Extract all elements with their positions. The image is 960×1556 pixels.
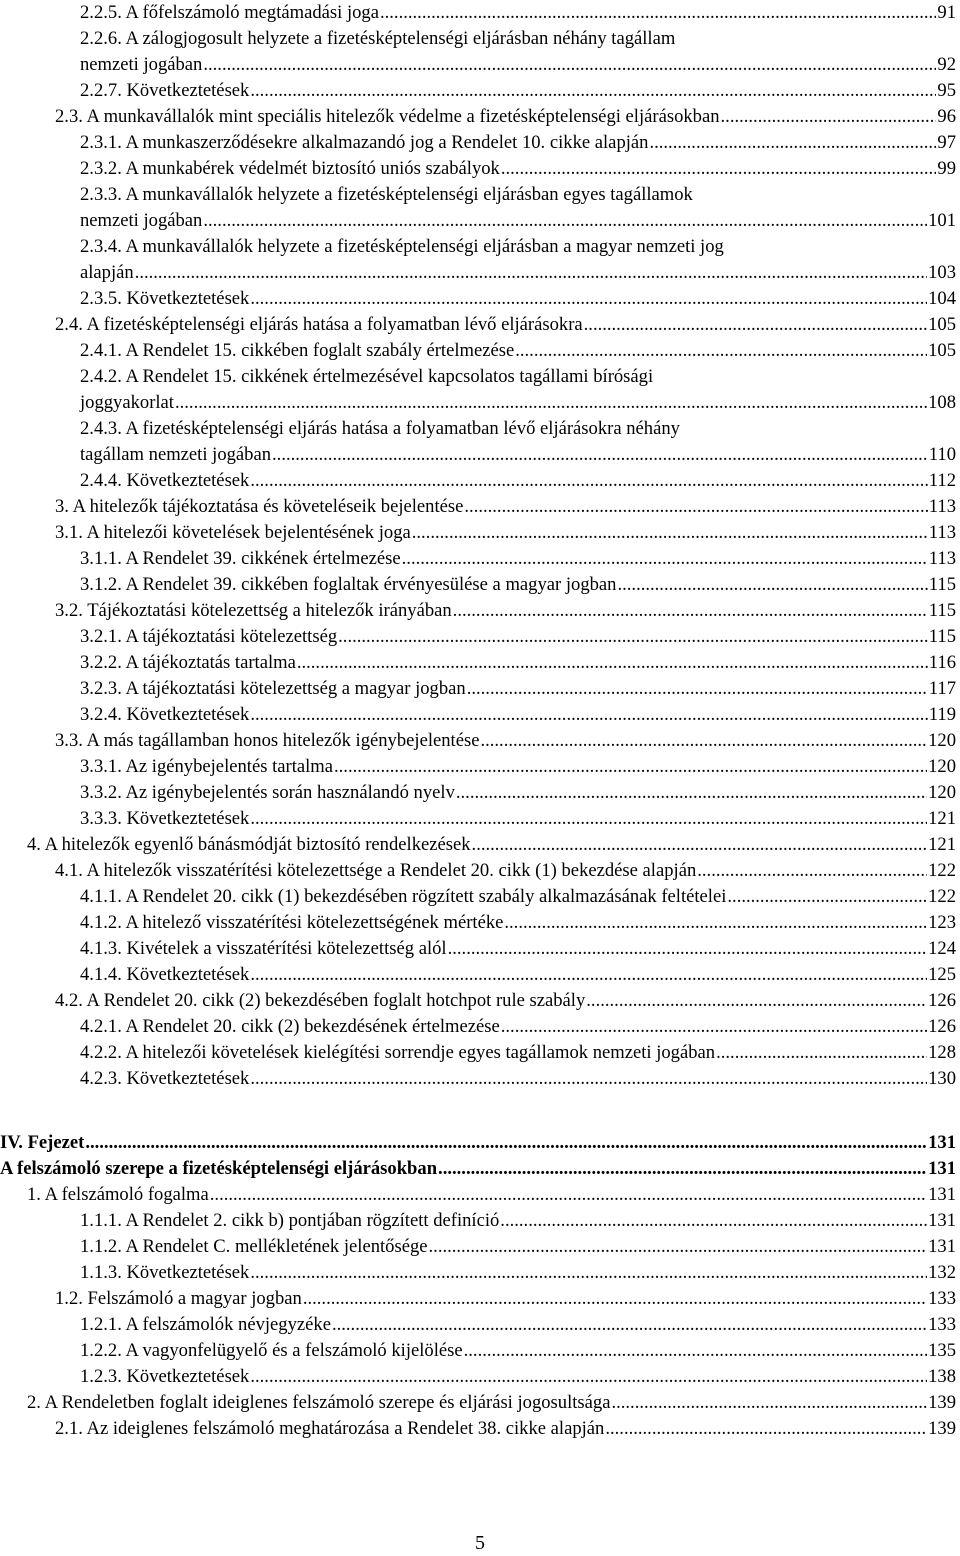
toc-leader-dots bbox=[203, 208, 927, 234]
toc-page-number: 131 bbox=[928, 1158, 956, 1179]
toc-entry-title: 2.1. Az ideiglenes felszámoló meghatározása a Rendelet 38. cikke alapján bbox=[55, 1418, 605, 1439]
toc-page-number: 133 bbox=[928, 1314, 956, 1335]
toc-entry bbox=[80, 962, 956, 988]
toc-entry-title: 1.1.3. Következtetések bbox=[80, 1262, 250, 1283]
toc-entry bbox=[80, 26, 956, 78]
toc-entry-title: 4.1. A hitelezők visszatérítési kötelezettsége a Rendelet 20. cikk (1) bekezdése alapján bbox=[55, 860, 697, 881]
toc-page-number: 126 bbox=[928, 990, 956, 1011]
toc-page-number: 91 bbox=[937, 2, 956, 23]
toc-entry-title: joggyakorlat bbox=[80, 392, 174, 413]
toc-page-number: 105 bbox=[928, 340, 956, 361]
toc-page-number: 132 bbox=[928, 1262, 956, 1283]
toc-entry-title: 3.3.2. Az igénybejelentés során használandó nyelv bbox=[80, 782, 455, 803]
toc-entry bbox=[80, 338, 956, 364]
toc-entry-title: alapján bbox=[80, 262, 134, 283]
toc-entry bbox=[80, 702, 956, 728]
toc-entry bbox=[80, 1260, 956, 1286]
toc-page-number: 120 bbox=[928, 782, 956, 803]
toc-entry bbox=[80, 1234, 956, 1260]
toc-entry-title: 3.2.3. A tájékoztatási kötelezettség a magyar jogban bbox=[80, 678, 466, 699]
toc-entry-title: 2.3. A munkavállalók mint speciális hitelezők védelme a fizetésképtelenségi eljárásokban bbox=[55, 106, 720, 127]
toc-entry-title: 4.1.1. A Rendelet 20. cikk (1) bekezdésében rögzített szabály alkalmazásának feltételei bbox=[80, 886, 727, 907]
toc-page-number: 138 bbox=[928, 1366, 956, 1387]
toc-page-number: 123 bbox=[928, 912, 956, 933]
toc-page-number: 112 bbox=[928, 470, 956, 491]
toc-page-number: 130 bbox=[928, 1068, 956, 1089]
toc-entry-title: 2.3.2. A munkabérek védelmét biztosító uniós szabályok bbox=[80, 158, 500, 179]
toc-entry bbox=[80, 572, 956, 598]
toc-page-number: 113 bbox=[928, 522, 956, 543]
toc-entry bbox=[55, 312, 956, 338]
toc-entry-title: A felszámoló szerepe a fizetésképtelenségi eljárásokban bbox=[0, 1158, 438, 1179]
toc-page-number: 125 bbox=[928, 964, 956, 985]
toc-page-number: 128 bbox=[928, 1042, 956, 1063]
toc-entry-title: 2.2.7. Következtetések bbox=[80, 80, 250, 101]
toc-leader-dots bbox=[332, 1312, 927, 1338]
toc-entry-title: IV. Fejezet bbox=[0, 1132, 85, 1153]
toc-leader-dots bbox=[272, 442, 928, 468]
toc-page-number: 95 bbox=[937, 80, 956, 101]
toc-leader-dots bbox=[175, 390, 927, 416]
toc-leader-dots bbox=[727, 884, 927, 910]
toc-entry-title: 1.1.2. A Rendelet C. mellékletének jelentősége bbox=[80, 1236, 428, 1257]
toc-leader-dots bbox=[380, 0, 936, 26]
toc-entry-title: 1.2.2. A vagyonfelügyelő és a felszámoló kijelölése bbox=[80, 1340, 463, 1361]
toc-entry bbox=[80, 182, 956, 234]
toc-entry bbox=[80, 78, 956, 104]
toc-page-number: 122 bbox=[928, 886, 956, 907]
toc-leader-dots bbox=[649, 130, 936, 156]
toc-entry bbox=[80, 416, 956, 468]
toc-entry bbox=[27, 1182, 956, 1208]
toc-leader-dots bbox=[605, 1416, 927, 1442]
toc-entry bbox=[80, 130, 956, 156]
toc-page-number: 133 bbox=[928, 1288, 956, 1309]
toc-leader-dots bbox=[250, 1260, 927, 1286]
toc-entry-title: 2.2.6. A zálogjogosult helyzete a fizetésképtelenségi eljárásban néhány tagállam bbox=[80, 28, 676, 49]
toc-entry bbox=[80, 936, 956, 962]
toc-leader-dots bbox=[250, 78, 936, 104]
toc-page-number: 117 bbox=[928, 678, 956, 699]
toc-entry bbox=[80, 1364, 956, 1390]
toc-entry bbox=[80, 1014, 956, 1040]
toc-entry bbox=[55, 1416, 956, 1442]
toc-page-number: 116 bbox=[928, 652, 956, 673]
toc-leader-dots bbox=[464, 494, 927, 520]
page-number: 5 bbox=[475, 1532, 485, 1554]
toc-leader-dots bbox=[338, 624, 928, 650]
toc-entry-title: 4.1.2. A hitelező visszatérítési kötelezettségének mértéke bbox=[80, 912, 504, 933]
toc-entry-title: 4.2.3. Következtetések bbox=[80, 1068, 250, 1089]
toc-page-number: 108 bbox=[928, 392, 956, 413]
toc-leader-dots bbox=[297, 650, 928, 676]
toc-leader-dots bbox=[334, 754, 927, 780]
toc-leader-dots bbox=[412, 520, 928, 546]
toc-page-number: 124 bbox=[928, 938, 956, 959]
toc-entry bbox=[55, 1286, 956, 1312]
toc-entry bbox=[80, 780, 956, 806]
toc-leader-dots bbox=[453, 598, 928, 624]
toc-entry-title: tagállam nemzeti jogában bbox=[80, 444, 272, 465]
toc-leader-dots bbox=[250, 468, 927, 494]
toc-entry-title: 3. A hitelezők tájékoztatása és követeléseik bejelentése bbox=[55, 496, 464, 517]
toc-entry bbox=[80, 650, 956, 676]
toc-entry bbox=[80, 1338, 956, 1364]
toc-entry bbox=[27, 832, 956, 858]
toc-page-number: 126 bbox=[928, 1016, 956, 1037]
toc-leader-dots bbox=[303, 1286, 927, 1312]
toc-entry bbox=[55, 520, 956, 546]
toc-page-number: 92 bbox=[937, 54, 956, 75]
toc-leader-dots bbox=[500, 1208, 927, 1234]
toc-entry bbox=[55, 858, 956, 884]
toc-leader-dots bbox=[456, 780, 927, 806]
toc-entry-title: 4.2.1. A Rendelet 20. cikk (2) bekezdésének értelmezése bbox=[80, 1016, 500, 1037]
toc-entry-title: 1.2.3. Következtetések bbox=[80, 1366, 250, 1387]
toc-entry bbox=[80, 286, 956, 312]
toc-entry-title: 4.2. A Rendelet 20. cikk (2) bekezdésében foglalt hotchpot rule szabály bbox=[55, 990, 586, 1011]
toc-leader-dots bbox=[586, 988, 927, 1014]
toc-entry-title: nemzeti jogában bbox=[80, 54, 203, 75]
toc-page-number: 97 bbox=[937, 132, 956, 153]
toc-leader-dots bbox=[464, 1338, 927, 1364]
toc-leader-dots bbox=[448, 936, 928, 962]
toc-page-number: 120 bbox=[928, 730, 956, 751]
toc-page-number: 113 bbox=[928, 548, 956, 569]
toc-page-number: 119 bbox=[928, 704, 956, 725]
toc-page-number: 121 bbox=[928, 808, 956, 829]
toc-entry-title: 2.3.3. A munkavállalók helyzete a fizetésképtelenségi eljárásban egyes tagállamok bbox=[80, 184, 693, 205]
toc-leader-dots bbox=[250, 1066, 927, 1092]
toc-entry-title: 2. A Rendeletben foglalt ideiglenes felszámoló szerepe és eljárási jogosultsága bbox=[27, 1392, 611, 1413]
toc-entry-title: 1.2.1. A felszámolók névjegyzéke bbox=[80, 1314, 331, 1335]
toc-entry bbox=[80, 1040, 956, 1066]
toc-entry bbox=[55, 104, 956, 130]
toc-entry-title: 2.4.1. A Rendelet 15. cikkében foglalt szabály értelmezése bbox=[80, 340, 515, 361]
toc-entry-title: 3.1.2. A Rendelet 39. cikkében foglaltak érvényesülése a magyar jogban bbox=[80, 574, 617, 595]
toc-entry-title: 2.4.3. A fizetésképtelenségi eljárás hatása a folyamatban lévő eljárásokra néhány bbox=[80, 418, 680, 439]
toc-leader-dots bbox=[501, 1014, 927, 1040]
toc-entry bbox=[80, 624, 956, 650]
toc-entry-title: 4.1.3. Kivételek a visszatérítési kötelezettség alól bbox=[80, 938, 447, 959]
toc-entry-title: 2.3.4. A munkavállalók helyzete a fizetésképtelenségi eljárásban a magyar nemzeti jog bbox=[80, 236, 724, 257]
toc-page-number: 105 bbox=[928, 314, 956, 335]
toc-leader-dots bbox=[250, 286, 927, 312]
toc-leader-dots bbox=[472, 832, 928, 858]
toc-entry bbox=[55, 988, 956, 1014]
toc-leader-dots bbox=[721, 104, 937, 130]
toc-page-number: 115 bbox=[928, 600, 956, 621]
toc-leader-dots bbox=[203, 52, 936, 78]
toc-entry bbox=[80, 234, 956, 286]
toc-leader-dots bbox=[429, 1234, 928, 1260]
toc-entry bbox=[80, 806, 956, 832]
toc-entry-title: 4.1.4. Következtetések bbox=[80, 964, 250, 985]
toc-page-number: 135 bbox=[928, 1340, 956, 1361]
toc-entry bbox=[80, 1066, 956, 1092]
toc-leader-dots bbox=[716, 1040, 927, 1066]
toc-entry-title: 3.2. Tájékoztatási kötelezettség a hitelezők irányában bbox=[55, 600, 452, 621]
toc-page-number: 122 bbox=[928, 860, 956, 881]
toc-entry bbox=[80, 0, 956, 26]
toc-entry bbox=[27, 1390, 956, 1416]
toc-entry bbox=[80, 910, 956, 936]
toc-entry bbox=[80, 1312, 956, 1338]
toc-leader-dots bbox=[250, 702, 927, 728]
toc-page-number: 115 bbox=[928, 626, 956, 647]
toc-entry bbox=[80, 546, 956, 572]
toc-page-number: 139 bbox=[928, 1392, 956, 1413]
toc-leader-dots bbox=[480, 728, 927, 754]
toc-entry bbox=[80, 1208, 956, 1234]
toc-entry-title: 2.2.5. A főfelszámoló megtámadási joga bbox=[80, 2, 379, 23]
toc-entry bbox=[80, 468, 956, 494]
toc-page-number: 121 bbox=[928, 834, 956, 855]
toc-entry-title: 3.2.1. A tájékoztatási kötelezettség bbox=[80, 626, 338, 647]
toc-entry-title: 3.1.1. A Rendelet 39. cikkének értelmezése bbox=[80, 548, 401, 569]
toc-leader-dots bbox=[611, 1390, 927, 1416]
toc-entry-title: 1.1.1. A Rendelet 2. cikk b) pontjában rögzített definíció bbox=[80, 1210, 500, 1231]
toc-page-number: 113 bbox=[928, 496, 956, 517]
toc-entry-title: 3.1. A hitelezői követelések bejelentésének joga bbox=[55, 522, 411, 543]
toc-entry bbox=[0, 1130, 956, 1156]
toc-entry-title: 1. A felszámoló fogalma bbox=[27, 1184, 209, 1205]
toc-page-number: 99 bbox=[937, 158, 956, 179]
toc-page-number: 120 bbox=[928, 756, 956, 777]
toc-entry bbox=[80, 156, 956, 182]
toc-page-number: 110 bbox=[928, 444, 956, 465]
toc-entry-title: 1.2. Felszámoló a magyar jogban bbox=[55, 1288, 302, 1309]
toc-entry-title: 2.4.4. Következtetések bbox=[80, 470, 250, 491]
toc-entry bbox=[55, 598, 956, 624]
toc-leader-dots bbox=[250, 962, 927, 988]
toc-leader-dots bbox=[250, 806, 927, 832]
toc-entry-title: 4.2.2. A hitelezői követelések kielégítési sorrendje egyes tagállamok nemzeti jogában bbox=[80, 1042, 716, 1063]
toc-page-number: 101 bbox=[928, 210, 956, 231]
toc-page-number: 131 bbox=[928, 1210, 956, 1231]
toc-entry bbox=[80, 364, 956, 416]
toc-entry-title: 3.3.1. Az igénybejelentés tartalma bbox=[80, 756, 333, 777]
toc-entry bbox=[80, 884, 956, 910]
toc-entry-title: 2.3.1. A munkaszerződésekre alkalmazandó jog a Rendelet 10. cikke alapján bbox=[80, 132, 649, 153]
toc-leader-dots bbox=[584, 312, 927, 338]
toc-leader-dots bbox=[697, 858, 927, 884]
toc-entry bbox=[0, 1156, 956, 1182]
toc-entry-title: 3.3. A más tagállamban honos hitelezők igénybejelentése bbox=[55, 730, 480, 751]
toc-page-number: 115 bbox=[928, 574, 956, 595]
toc-leader-dots bbox=[515, 338, 927, 364]
toc-entry-title: nemzeti jogában bbox=[80, 210, 203, 231]
toc-entry bbox=[80, 754, 956, 780]
toc-entry-title: 4. A hitelezők egyenlő bánásmódját biztosító rendelkezések bbox=[27, 834, 471, 855]
toc-entry bbox=[55, 494, 956, 520]
toc-leader-dots bbox=[250, 1364, 927, 1390]
toc-page-number: 96 bbox=[937, 106, 956, 127]
toc-entry bbox=[55, 728, 956, 754]
toc-leader-dots bbox=[501, 156, 937, 182]
toc-leader-dots bbox=[402, 546, 928, 572]
toc-entry-title: 3.2.2. A tájékoztatás tartalma bbox=[80, 652, 296, 673]
toc-leader-dots bbox=[467, 676, 928, 702]
toc-page-number: 131 bbox=[928, 1184, 956, 1205]
toc-leader-dots bbox=[135, 260, 927, 286]
toc-page-number: 103 bbox=[928, 262, 956, 283]
toc-entry-title: 2.4.2. A Rendelet 15. cikkének értelmezésével kapcsolatos tagállami bírósági bbox=[80, 366, 654, 387]
toc-entry bbox=[80, 676, 956, 702]
toc-entry-title: 2.4. A fizetésképtelenségi eljárás hatása a folyamatban lévő eljárásokra bbox=[55, 314, 583, 335]
toc-leader-dots bbox=[85, 1130, 927, 1156]
toc-page-number: 139 bbox=[928, 1418, 956, 1439]
toc-page-number: 104 bbox=[928, 288, 956, 309]
toc-page-number: 131 bbox=[928, 1132, 956, 1153]
toc-leader-dots bbox=[210, 1182, 927, 1208]
toc-leader-dots bbox=[617, 572, 927, 598]
toc-entry-title: 2.3.5. Következtetések bbox=[80, 288, 250, 309]
toc-entry-title: 3.2.4. Következtetések bbox=[80, 704, 250, 725]
toc-page-number: 131 bbox=[928, 1236, 956, 1257]
toc-entry-title: 3.3.3. Következtetések bbox=[80, 808, 250, 829]
toc-leader-dots bbox=[438, 1156, 927, 1182]
toc-leader-dots bbox=[504, 910, 927, 936]
